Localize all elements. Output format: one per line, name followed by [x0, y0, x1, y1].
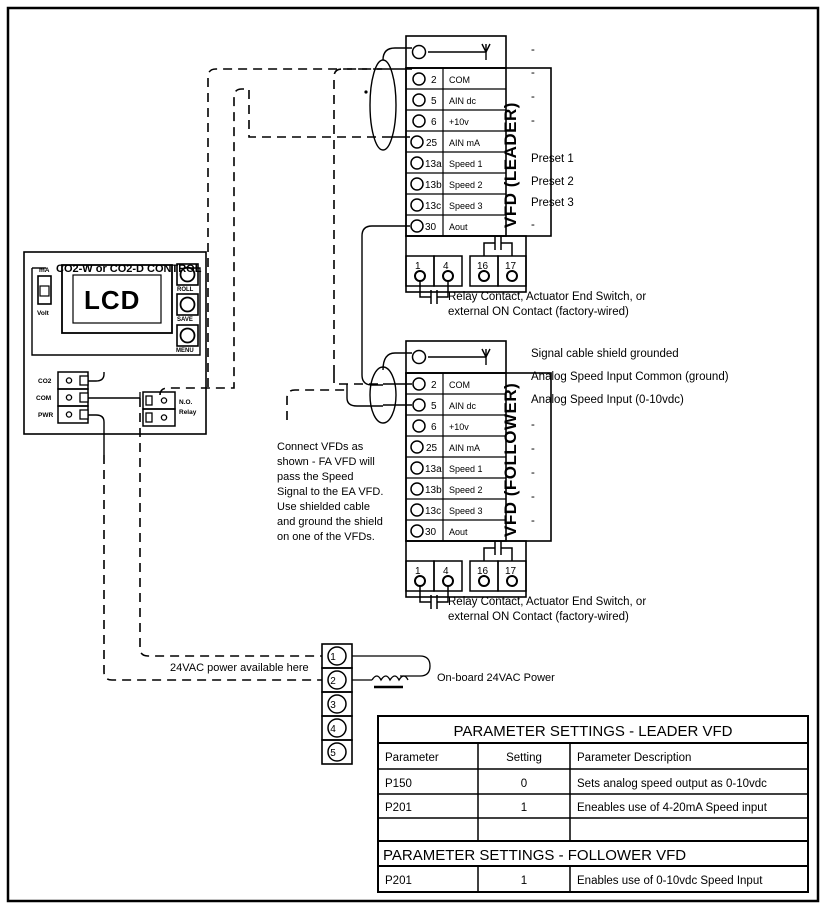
follower-side-2: Analog Speed Input (0-10vdc)	[531, 394, 684, 406]
follower-contact-note-1: Relay Contact, Actuator End Switch, or	[448, 596, 647, 608]
leader-row0-setting: 0	[520, 778, 528, 790]
follower-row-1-name: COM	[449, 380, 470, 390]
roll-button-label: ROLL	[177, 287, 194, 293]
terminal-com-label: COM	[36, 395, 52, 402]
follower-side-5: -	[531, 467, 535, 479]
follower-row-2-name: AIN dc	[449, 401, 477, 411]
leader-row1-setting: 1	[520, 802, 528, 814]
leader-row-7-num: 13c	[425, 201, 442, 212]
note-block	[277, 441, 383, 543]
save-button-label: SAVE	[177, 317, 193, 323]
leader-terminal-6	[413, 115, 425, 127]
table-col-parameter: Parameter	[385, 752, 439, 764]
follower-terminal-6	[413, 420, 425, 432]
control-panel-title: CO2-W or CO2-D CONTROL	[56, 263, 202, 275]
follower-terminal-25	[411, 441, 423, 453]
leader-contact-num-1: 1	[415, 261, 421, 272]
note-line-0: Connect VFDs as	[277, 441, 364, 453]
leader-terminal-30	[411, 220, 423, 232]
leader-side-3: -	[531, 115, 535, 127]
follower-row0-parameter: P201	[385, 875, 412, 887]
follower-row-5-name: Speed 1	[449, 464, 483, 474]
follower-terminal-30	[411, 525, 423, 537]
relay-label-line2: Relay	[179, 409, 197, 416]
follower-vfd-title: VFD (FOLLOWER)	[501, 382, 520, 537]
leader-row-1-num: 2	[431, 75, 437, 86]
note-line-3: Signal to the EA VFD.	[277, 486, 384, 498]
follower-row-8-num: 30	[425, 527, 437, 538]
leader-contact-num-16: 16	[477, 261, 489, 272]
follower-contact-note-2: external ON Contact (factory-wired)	[448, 611, 629, 623]
onboard-transformer	[352, 656, 430, 687]
leader-terminal-13c	[411, 199, 423, 211]
leader-row0-description: Sets analog speed output as 0-10vdc	[577, 778, 767, 790]
note-line-5: and ground the shield	[277, 516, 383, 528]
range-switch-lever	[40, 286, 49, 296]
wire-trunk-upper	[334, 69, 383, 374]
leader-terminal-2	[413, 73, 425, 85]
terminal-co2-label: CO2	[38, 378, 52, 385]
follower-shield-drain	[383, 353, 412, 370]
table-leader-header: PARAMETER SETTINGS - LEADER VFD	[453, 723, 733, 740]
power-terminal-2-num: 2	[330, 676, 336, 687]
control-panel	[24, 252, 206, 434]
follower-terminal-13b	[411, 483, 423, 495]
leader-contact-num-17: 17	[505, 261, 517, 272]
follower-contact-num-4: 4	[443, 566, 449, 577]
leader-row-1-name: COM	[449, 75, 470, 85]
aout-to-follower-wire	[347, 226, 410, 406]
follower-row-4-num: 25	[426, 443, 438, 454]
menu-button-cap	[181, 329, 195, 343]
table-col-description: Parameter Description	[577, 752, 692, 764]
power-terminal-1-num: 1	[330, 652, 336, 663]
note-line-6: on one of the VFDs.	[277, 531, 375, 543]
note-line-1: shown - FA VFD will	[277, 456, 375, 468]
leader-side-5: Preset 1	[531, 153, 574, 165]
follower-row-6-name: Speed 2	[449, 485, 483, 495]
follower-side-4: -	[531, 443, 535, 455]
leader-row-3-num: 6	[431, 117, 437, 128]
follower-shield-bundle	[370, 367, 396, 423]
follower-row-2-num: 5	[431, 401, 437, 412]
leader-side-8: -	[531, 219, 535, 231]
follower-terminal-13a	[411, 462, 423, 474]
leader-row1-parameter: P201	[385, 802, 412, 814]
leader-row-5-name: Speed 1	[449, 159, 483, 169]
follower-terminal-13c	[411, 504, 423, 516]
follower-row-1-num: 2	[431, 380, 437, 391]
relay-label-line1: N.O.	[179, 399, 193, 406]
range-switch-volt-label: Volt	[37, 310, 49, 317]
leader-side-7: Preset 3	[531, 197, 574, 209]
menu-button-label: MENU	[176, 348, 194, 354]
follower-side-0: Signal cable shield grounded	[531, 348, 679, 360]
terminal-pwr-label: PWR	[38, 412, 54, 419]
power-left-label: 24VAC power available here	[170, 662, 309, 674]
follower-contact-num-17: 17	[505, 566, 517, 577]
follower-row-5-num: 13a	[425, 464, 442, 475]
power-terminal-4-num: 4	[330, 724, 336, 735]
leader-row-4-num: 25	[426, 138, 438, 149]
leader-row-4-name: AIN mA	[449, 138, 481, 148]
leader-row-5-num: 13a	[425, 159, 442, 170]
junction-dot-leader	[364, 90, 367, 93]
wire-trunk-to-follower	[287, 374, 383, 420]
lcd-display-label: LCD	[84, 285, 141, 315]
follower-side-1: Analog Speed Input Common (ground)	[531, 371, 729, 383]
leader-row-6-name: Speed 2	[449, 180, 483, 190]
leader-contact-num-4: 4	[443, 261, 449, 272]
table-follower-header: PARAMETER SETTINGS - FOLLOWER VFD	[383, 847, 687, 864]
leader-row-8-num: 30	[425, 222, 437, 233]
save-button-cap	[181, 298, 195, 312]
leader-row-7-name: Speed 3	[449, 201, 483, 211]
follower-side-7: -	[531, 515, 535, 527]
follower-contact-num-1: 1	[415, 566, 421, 577]
page-border	[8, 8, 818, 901]
leader-row0-parameter: P150	[385, 778, 412, 790]
follower-row-3-num: 6	[431, 422, 437, 433]
note-line-4: Use shielded cable	[277, 501, 370, 513]
follower-row-8-name: Aout	[449, 527, 468, 537]
follower-row0-description: Enables use of 0-10vdc Speed Input	[577, 875, 763, 887]
leader-row-2-num: 5	[431, 96, 437, 107]
power-right-label: On-board 24VAC Power	[437, 672, 555, 684]
leader-row1-description: Eneables use of 4-20mA Speed input	[577, 802, 767, 814]
table-col-setting: Setting	[506, 752, 542, 764]
power-terminal-3-num: 3	[330, 700, 336, 711]
follower-terminal-2	[413, 378, 425, 390]
leader-terminal-shield	[413, 46, 426, 59]
follower-side-6: -	[531, 491, 535, 503]
leader-row-3-name: +10v	[449, 117, 469, 127]
leader-side-0: -	[531, 44, 535, 56]
leader-vfd-title: VFD (LEADER)	[501, 102, 520, 228]
follower-row-7-name: Speed 3	[449, 506, 483, 516]
leader-shield-drain	[383, 48, 412, 60]
leader-contact-note-1: Relay Contact, Actuator End Switch, or	[448, 291, 647, 303]
power-terminal-5-num: 5	[330, 748, 336, 759]
follower-terminal-shield	[413, 351, 426, 364]
leader-terminal-5	[413, 94, 425, 106]
leader-side-1: -	[531, 67, 535, 79]
leader-terminal-13b	[411, 178, 423, 190]
follower-row-4-name: AIN mA	[449, 443, 481, 453]
panel-terminal-wires	[88, 372, 140, 455]
follower-side-3: -	[531, 419, 535, 431]
follower-row-6-num: 13b	[425, 485, 442, 496]
leader-terminal-13a	[411, 157, 423, 169]
power-terminal-block	[322, 644, 352, 764]
follower-contact-num-16: 16	[477, 566, 489, 577]
leader-terminal-25	[411, 136, 423, 148]
follower-row-7-num: 13c	[425, 506, 442, 517]
leader-row-2-name: AIN dc	[449, 96, 477, 106]
leader-side-6: Preset 2	[531, 176, 574, 188]
leader-row-8-name: Aout	[449, 222, 468, 232]
leader-contact-note-2: external ON Contact (factory-wired)	[448, 306, 629, 318]
note-line-2: pass the Speed	[277, 471, 354, 483]
follower-row-3-name: +10v	[449, 422, 469, 432]
leader-row-6-num: 13b	[425, 180, 442, 191]
leader-side-2: -	[531, 91, 535, 103]
follower-row0-setting: 1	[520, 875, 528, 887]
follower-terminal-5	[413, 399, 425, 411]
range-switch-ma-label: mA	[39, 267, 50, 274]
